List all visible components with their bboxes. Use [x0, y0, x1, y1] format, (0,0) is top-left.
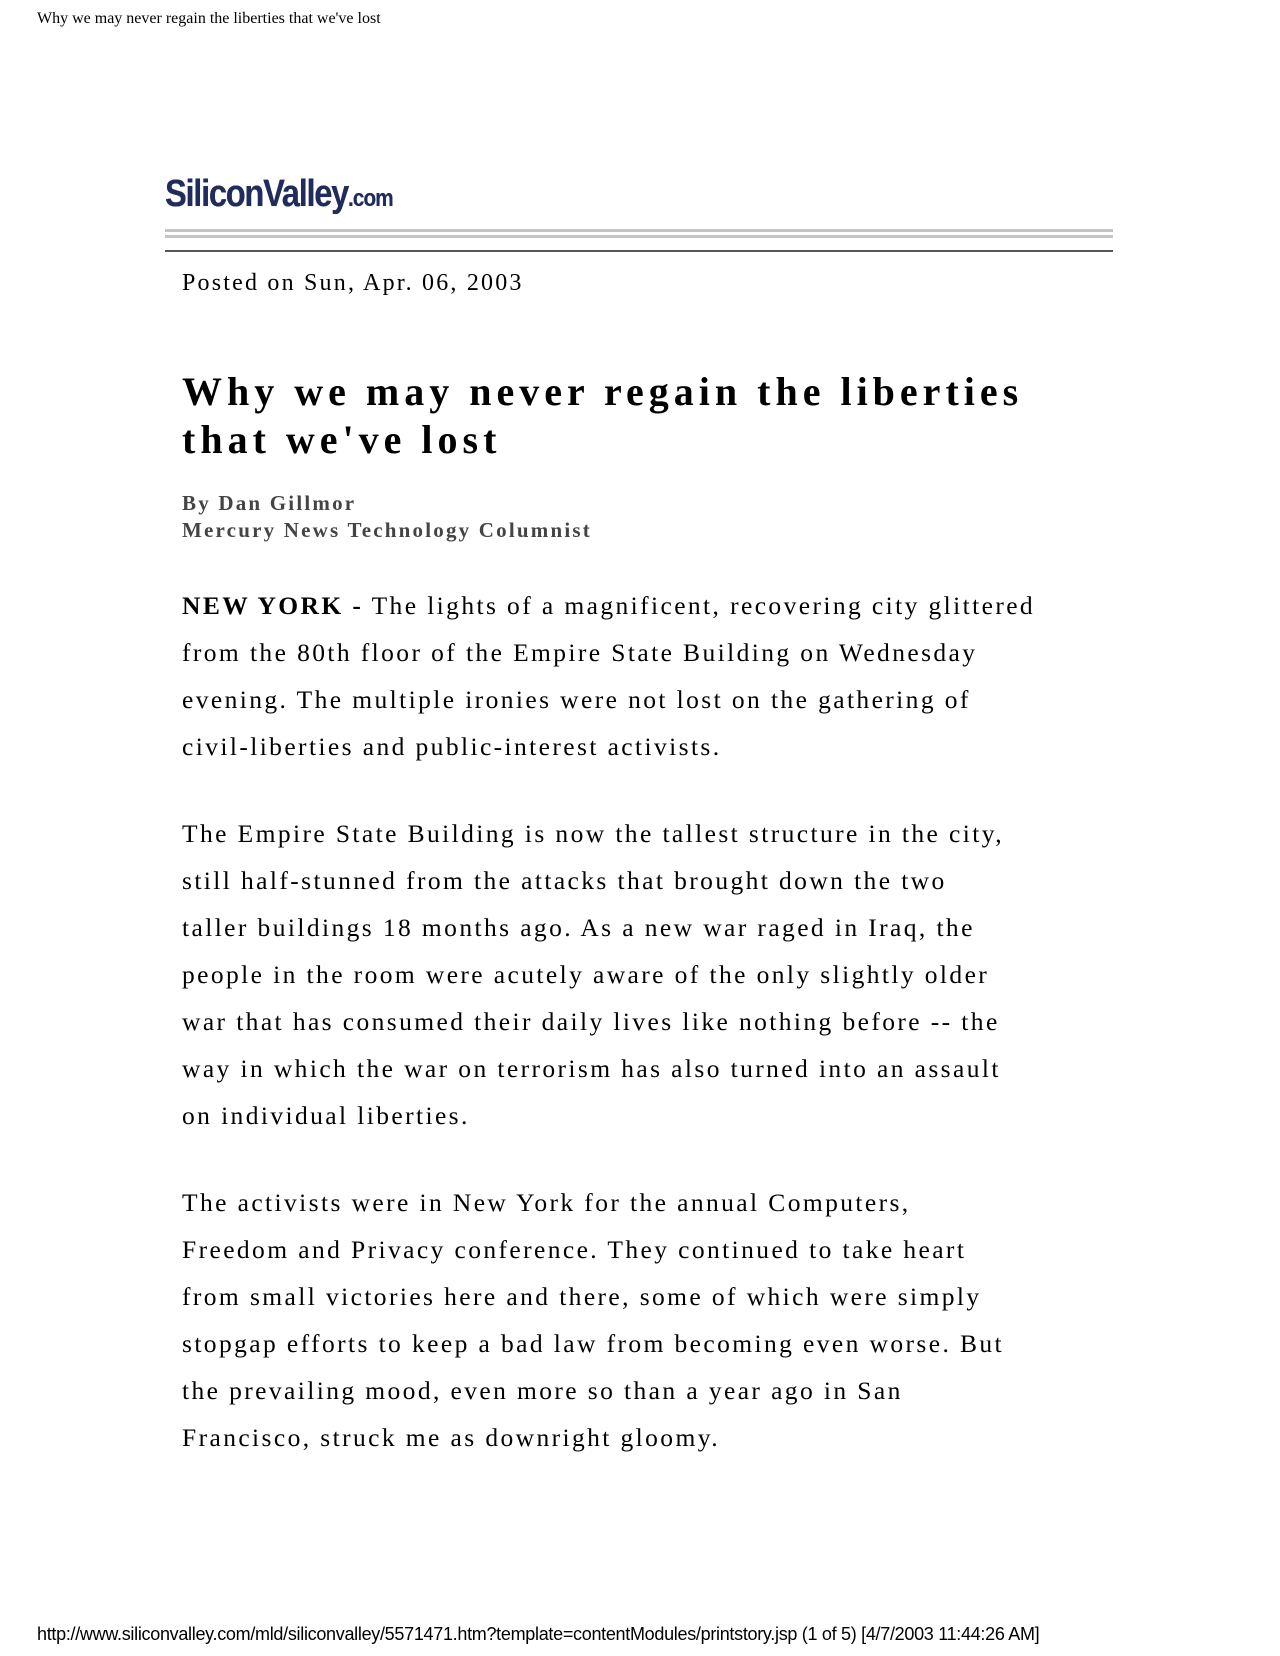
masthead-rule-bottom	[165, 235, 1113, 238]
byline-title: Mercury News Technology Columnist	[182, 518, 592, 542]
paragraph-line: taller buildings 18 months ago. As a new war raged in Iraq, the	[182, 913, 975, 942]
paragraph	[182, 1179, 1142, 1461]
paragraph	[182, 810, 1142, 1139]
article-body	[182, 582, 1142, 1501]
paragraph-line: from small victories here and there, some of which were simply	[182, 1282, 982, 1311]
byline-author: By Dan Gillmor	[182, 491, 357, 515]
header-divider	[165, 250, 1113, 252]
paragraph-line: Francisco, struck me as downright gloomy.	[182, 1423, 720, 1452]
paragraph-line: still half-stunned from the attacks that brought down the two	[182, 866, 947, 895]
paragraph-line-text: The lights of a magnificent, recovering city glittered	[363, 591, 1036, 620]
paragraph-line: civil-liberties and public-interest activists.	[182, 732, 722, 761]
byline	[182, 490, 592, 544]
paragraph-line: The activists were in New York for the annual Computers,	[182, 1188, 911, 1217]
paragraph-line: from the 80th floor of the Empire State Building on Wednesday	[182, 638, 978, 667]
paragraph-line: on individual liberties.	[182, 1101, 470, 1130]
paragraph-line	[182, 582, 1142, 629]
logo-text: SiliconValley	[165, 173, 349, 215]
print-footer-url: http://www.siliconvalley.com/mld/siliconvalley/5571471.htm?template=contentModules/printstory.jsp (1 of 5) [4/7/2003 11:44:26 AM]	[37, 1624, 1040, 1644]
paragraph-line: people in the room were acutely aware of the only slightly older	[182, 960, 990, 989]
posted-date: Posted on Sun, Apr. 06, 2003	[182, 270, 524, 296]
logo-suffix: .com	[348, 185, 393, 212]
site-logo[interactable]	[165, 172, 980, 221]
paragraph-line: Freedom and Privacy conference. They continued to take heart	[182, 1235, 967, 1264]
site-masthead	[165, 172, 1113, 238]
dateline: NEW YORK -	[182, 591, 364, 620]
paragraph-line: stopgap efforts to keep a bad law from becoming even worse. But	[182, 1329, 1005, 1358]
article	[182, 266, 1142, 1452]
article-headline	[182, 368, 1142, 464]
paragraph-line: war that has consumed their daily lives like nothing before -- the	[182, 1007, 1000, 1036]
paragraph-line: the prevailing mood, even more so than a year ago in San	[182, 1376, 903, 1405]
paragraph	[182, 582, 1142, 770]
headline-line: Why we may never regain the liberties	[182, 369, 1024, 414]
paragraph-line: The Empire State Building is now the tallest structure in the city,	[182, 819, 1005, 848]
print-header-title: Why we may never regain the liberties that we've lost	[37, 10, 381, 27]
masthead-rule-top	[165, 229, 1113, 232]
paragraph-line: evening. The multiple ironies were not lost on the gathering of	[182, 685, 971, 714]
paragraph-line: way in which the war on terrorism has also turned into an assault	[182, 1054, 1001, 1083]
headline-line: that we've lost	[182, 417, 502, 462]
